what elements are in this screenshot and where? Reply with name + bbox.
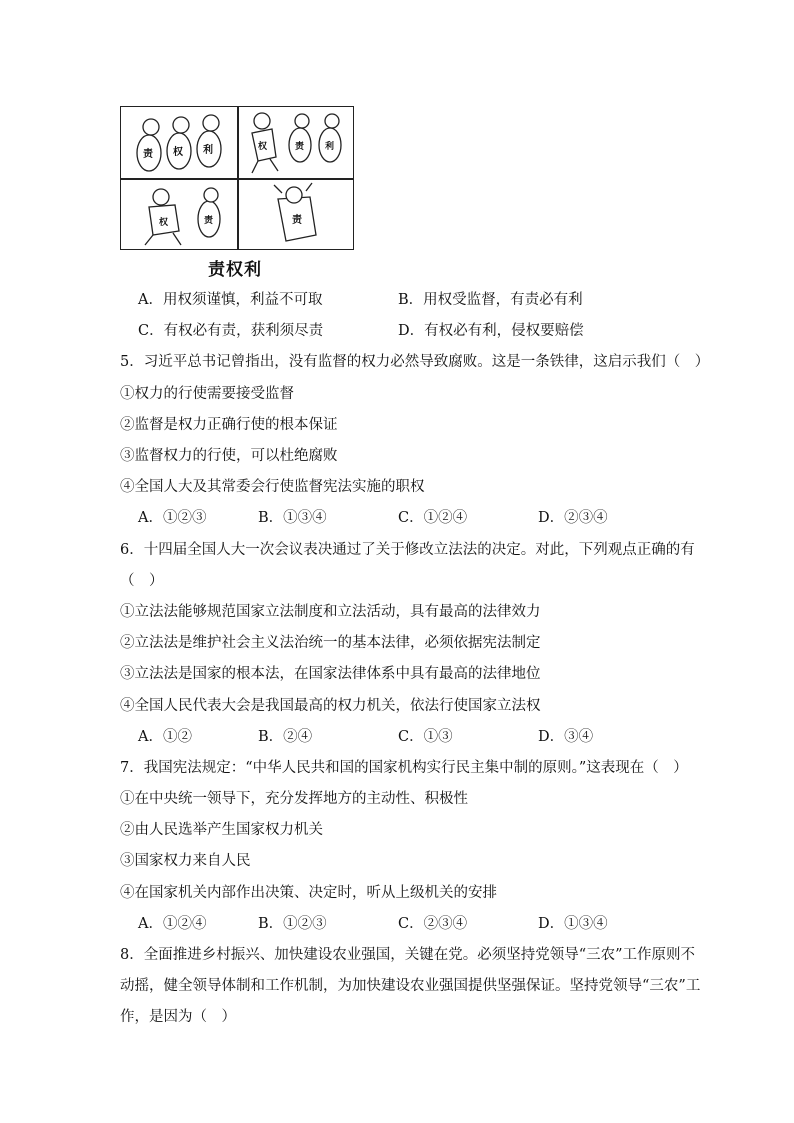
q7-option-d: D．①③④ — [538, 916, 608, 932]
q4-option-d: D．有权必有利，侵权要赔偿 — [398, 323, 584, 339]
q5-item-3: ③监督权力的行使，可以杜绝腐败 — [120, 448, 338, 464]
q6-option-d: D．③④ — [538, 729, 594, 745]
q7-option-a: A．①②④ — [138, 916, 207, 932]
panel1-label-3: 利 — [203, 145, 213, 156]
q6-stem-line-1: 6．十四届全国人大一次会议表决通过了关于修改立法法的决定。对此，下列观点正确的有 — [120, 542, 695, 558]
q5-option-d: D．②③④ — [538, 510, 608, 526]
q5-item-2: ②监督是权力正确行使的根本保证 — [120, 417, 338, 433]
q8-stem-line-1: 8．全面推进乡村振兴、加快建设农业强国，关键在党。必须坚持党领导“三农”工作原则不 — [120, 947, 696, 963]
q4-option-b: B．用权受监督，有责必有利 — [398, 292, 583, 308]
panel1-label-2: 权 — [173, 147, 183, 158]
q6-item-3: ③立法法是国家的根本法，在国家法律体系中具有最高的法律地位 — [120, 666, 541, 682]
panel3-label-1: 权 — [159, 218, 169, 228]
cartoon-panel-2 — [238, 107, 354, 178]
q7-item-3: ③国家权力来自人民 — [120, 853, 251, 869]
panel4-label-1: 责 — [292, 215, 302, 226]
q6-item-2: ②立法法是维护社会主义法治统一的基本法律，必须依据宪法制定 — [120, 635, 541, 651]
q8-stem-line-3: 作，是因为（ ） — [120, 1009, 236, 1025]
q6-option-a: A．①② — [138, 729, 192, 745]
q7-stem: 7．我国宪法规定：“中华人民共和国的国家机构实行民主集中制的原则。”这表现在（ ） — [120, 760, 688, 776]
q8-stem-line-2: 动摇，健全领导体制和工作机制，为加快建设农业强国提供坚强保证。坚持党领导“三农”工 — [120, 978, 701, 994]
q7-item-2: ②由人民选举产生国家权力机关 — [120, 822, 323, 838]
panel2-label-2: 责 — [295, 142, 305, 152]
q5-option-c: C．①②④ — [398, 510, 468, 526]
q7-item-4: ④在国家机关内部作出决策、决定时，听从上级机关的安排 — [120, 885, 497, 901]
q6-stem-line-2: （ ） — [120, 573, 164, 589]
cartoon-panel-1 — [121, 107, 237, 178]
q7-option-b: B．①②③ — [258, 916, 327, 932]
cartoon-panel-3 — [121, 179, 237, 250]
q6-item-1: ①立法法能够规范国家立法制度和立法活动，具有最高的法律效力 — [120, 604, 541, 620]
q7-item-1: ①在中央统一领导下，充分发挥地方的主动性、积极性 — [120, 791, 468, 807]
q6-option-b: B．②④ — [258, 729, 313, 745]
cartoon-panel-4 — [238, 179, 354, 250]
cartoon-figure — [120, 106, 354, 250]
q4-option-c: C．有权必有责，获利须尽责 — [138, 323, 324, 339]
panel3-label-2: 责 — [204, 216, 214, 226]
panel1-label-1: 责 — [143, 149, 153, 160]
figure-caption: 责权利 — [208, 260, 262, 280]
q5-item-1: ①权力的行使需要接受监督 — [120, 386, 294, 402]
q4-option-a: A．用权须谨慎，利益不可取 — [138, 292, 323, 308]
q5-stem: 5．习近平总书记曾指出，没有监督的权力必然导致腐败。这是一条铁律，这启示我们（ ） — [120, 354, 710, 370]
panel2-label-1: 权 — [258, 142, 268, 152]
q6-item-4: ④全国人民代表大会是我国最高的权力机关，依法行使国家立法权 — [120, 698, 541, 714]
q5-option-b: B．①③④ — [258, 510, 327, 526]
q6-option-c: C．①③ — [398, 729, 453, 745]
q7-option-c: C．②③④ — [398, 916, 468, 932]
q5-item-4: ④全国人大及其常委会行使监督宪法实施的职权 — [120, 479, 425, 495]
q5-option-a: A．①②③ — [138, 510, 207, 526]
panel2-label-3: 利 — [325, 142, 335, 152]
